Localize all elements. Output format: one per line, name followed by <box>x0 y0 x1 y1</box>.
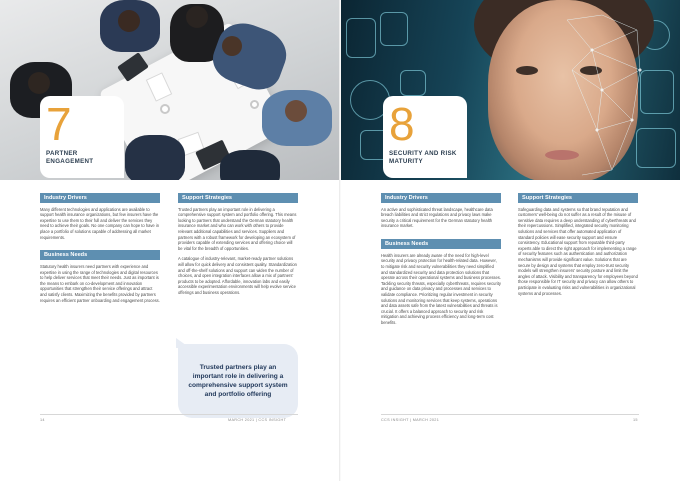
right-page <box>340 0 680 481</box>
section-text: Health insurers are already aware of the need for high-level security and privacy protection for health-related data. However, to mitigate risk and security vulnerabilities they need simplified and standardized security and data protection solutions that operate across their operational systems and business processes. Tackling security threats, especially cyberthreats, requires security and guidance on data privacy and processes and services to validate compliance. Prioritizing regular investment in security solutions and monitoring services that keep systems, operations and data assets safe from the latest vulnerabilities and threats is crucial. It offers a balanced approach to security and risk mitigation and achieving process efficiency and long-term cost benefits. <box>381 252 501 325</box>
footer-divider <box>40 414 298 415</box>
chapter-title-line1: PARTNER <box>46 150 78 157</box>
section-text: A catalogue of industry-relevant, market-ready partner solutions will allow for quick delivery and consistent quality. Standardization and off-the-shelf solutions and support can widen the number of choices, and open integration interfaces allow a mix of partners' products to be adopted. Affordable, innovation labs and easily accessible experimentation environments will help evolve service offerings and business operations. <box>178 256 297 295</box>
section-text: Statutory health insurers need partners with experience and expertise in using the range of technologies and digital resources to help deliver services that meet their needs. Just as important is the means to embark on co-development and innovation opportunities that strengthen their service offerings and attract and satisfy clients. Maximizing the benefits provided by partners requires an efficient partner onboarding and engagement process. <box>40 263 160 303</box>
right-column <box>518 193 638 296</box>
section-text: Many different technologies and applications are available to support health insurance organizations, but few insurers have the expertise to use them to their full and deliver the services they need to achieve their goals. No one company can hope to have in place a portfolio of solutions capable of addressing all market requirements. <box>40 206 160 240</box>
pull-quote <box>178 344 298 418</box>
page-number: 14 <box>40 418 45 422</box>
page-gutter <box>339 0 341 481</box>
chapter-number: 8 <box>389 98 415 150</box>
face-mesh-graphic <box>562 10 642 180</box>
section-heading: Support Strategies <box>518 193 638 203</box>
section-heading: Support Strategies <box>178 193 298 203</box>
section-heading: Business Needs <box>381 239 501 249</box>
chapter-title-line2: MATURITY <box>389 158 423 165</box>
section-text: Safeguarding data and systems so that brand reputation and customers' well-being do not suffer as a result of the misuse of sensitive data requires a deep understanding of cyberthreats and their repercussions. Simplified, integrated security monitoring solutions and services that offer automated application of standard policies will ease security support and ensure consistency. Educational support from reputable third-party experts able to direct the right approach for implementing a range of security features such as authentication and authorization mechanisms will provide significant value. Solutions that are secure by design and systems that employ zero-trust security models will strengthen insurers' security posture and limit the angles of attack. Visibility and transparency for employees beyond those responsible for IT security and privacy can allow others to participate in evaluating risks and vulnerabilities in organizational systems and processes. <box>518 206 638 296</box>
section-heading: Industry Drivers <box>40 193 160 203</box>
page-number: 15 <box>633 418 638 422</box>
section-text: An active and sophisticated threat landscape, healthcare data breach liabilities and strict regulations and privacy laws make security a critical requirement for the German statutory health insurance market. <box>381 206 493 229</box>
footer-meta: CCS INSIGHT | MARCH 2021 <box>381 418 440 422</box>
chapter-badge <box>383 96 467 178</box>
section-heading: Industry Drivers <box>381 193 501 203</box>
right-column <box>178 193 298 296</box>
left-column <box>381 193 501 325</box>
chapter-title-line2: ENGAGEMENT <box>46 158 94 165</box>
footer-divider <box>381 414 639 415</box>
pull-quote-text: Trusted partners play an important role in delivering a comprehensive support system and portfolio offering <box>188 364 288 398</box>
section-heading: Business Needs <box>40 250 160 260</box>
chapter-title-line1: SECURITY AND RISK <box>389 150 457 157</box>
left-column <box>40 193 160 303</box>
section-text: Trusted partners play an important role in delivering a comprehensive support system and portfolio offering. This means looking to partners that understand the German statutory health insurance market and who can work with others to provide relevant additional capabilities and services. Suppliers and partners with a robust framework for developing an ecosystem of providers capable of extending services and offering choice will be vital for the breadth of opportunities. <box>178 206 297 251</box>
footer-meta: MARCH 2021 | CCS INSIGHT <box>228 418 287 422</box>
chapter-badge <box>40 96 124 178</box>
chapter-number: 7 <box>46 98 72 150</box>
